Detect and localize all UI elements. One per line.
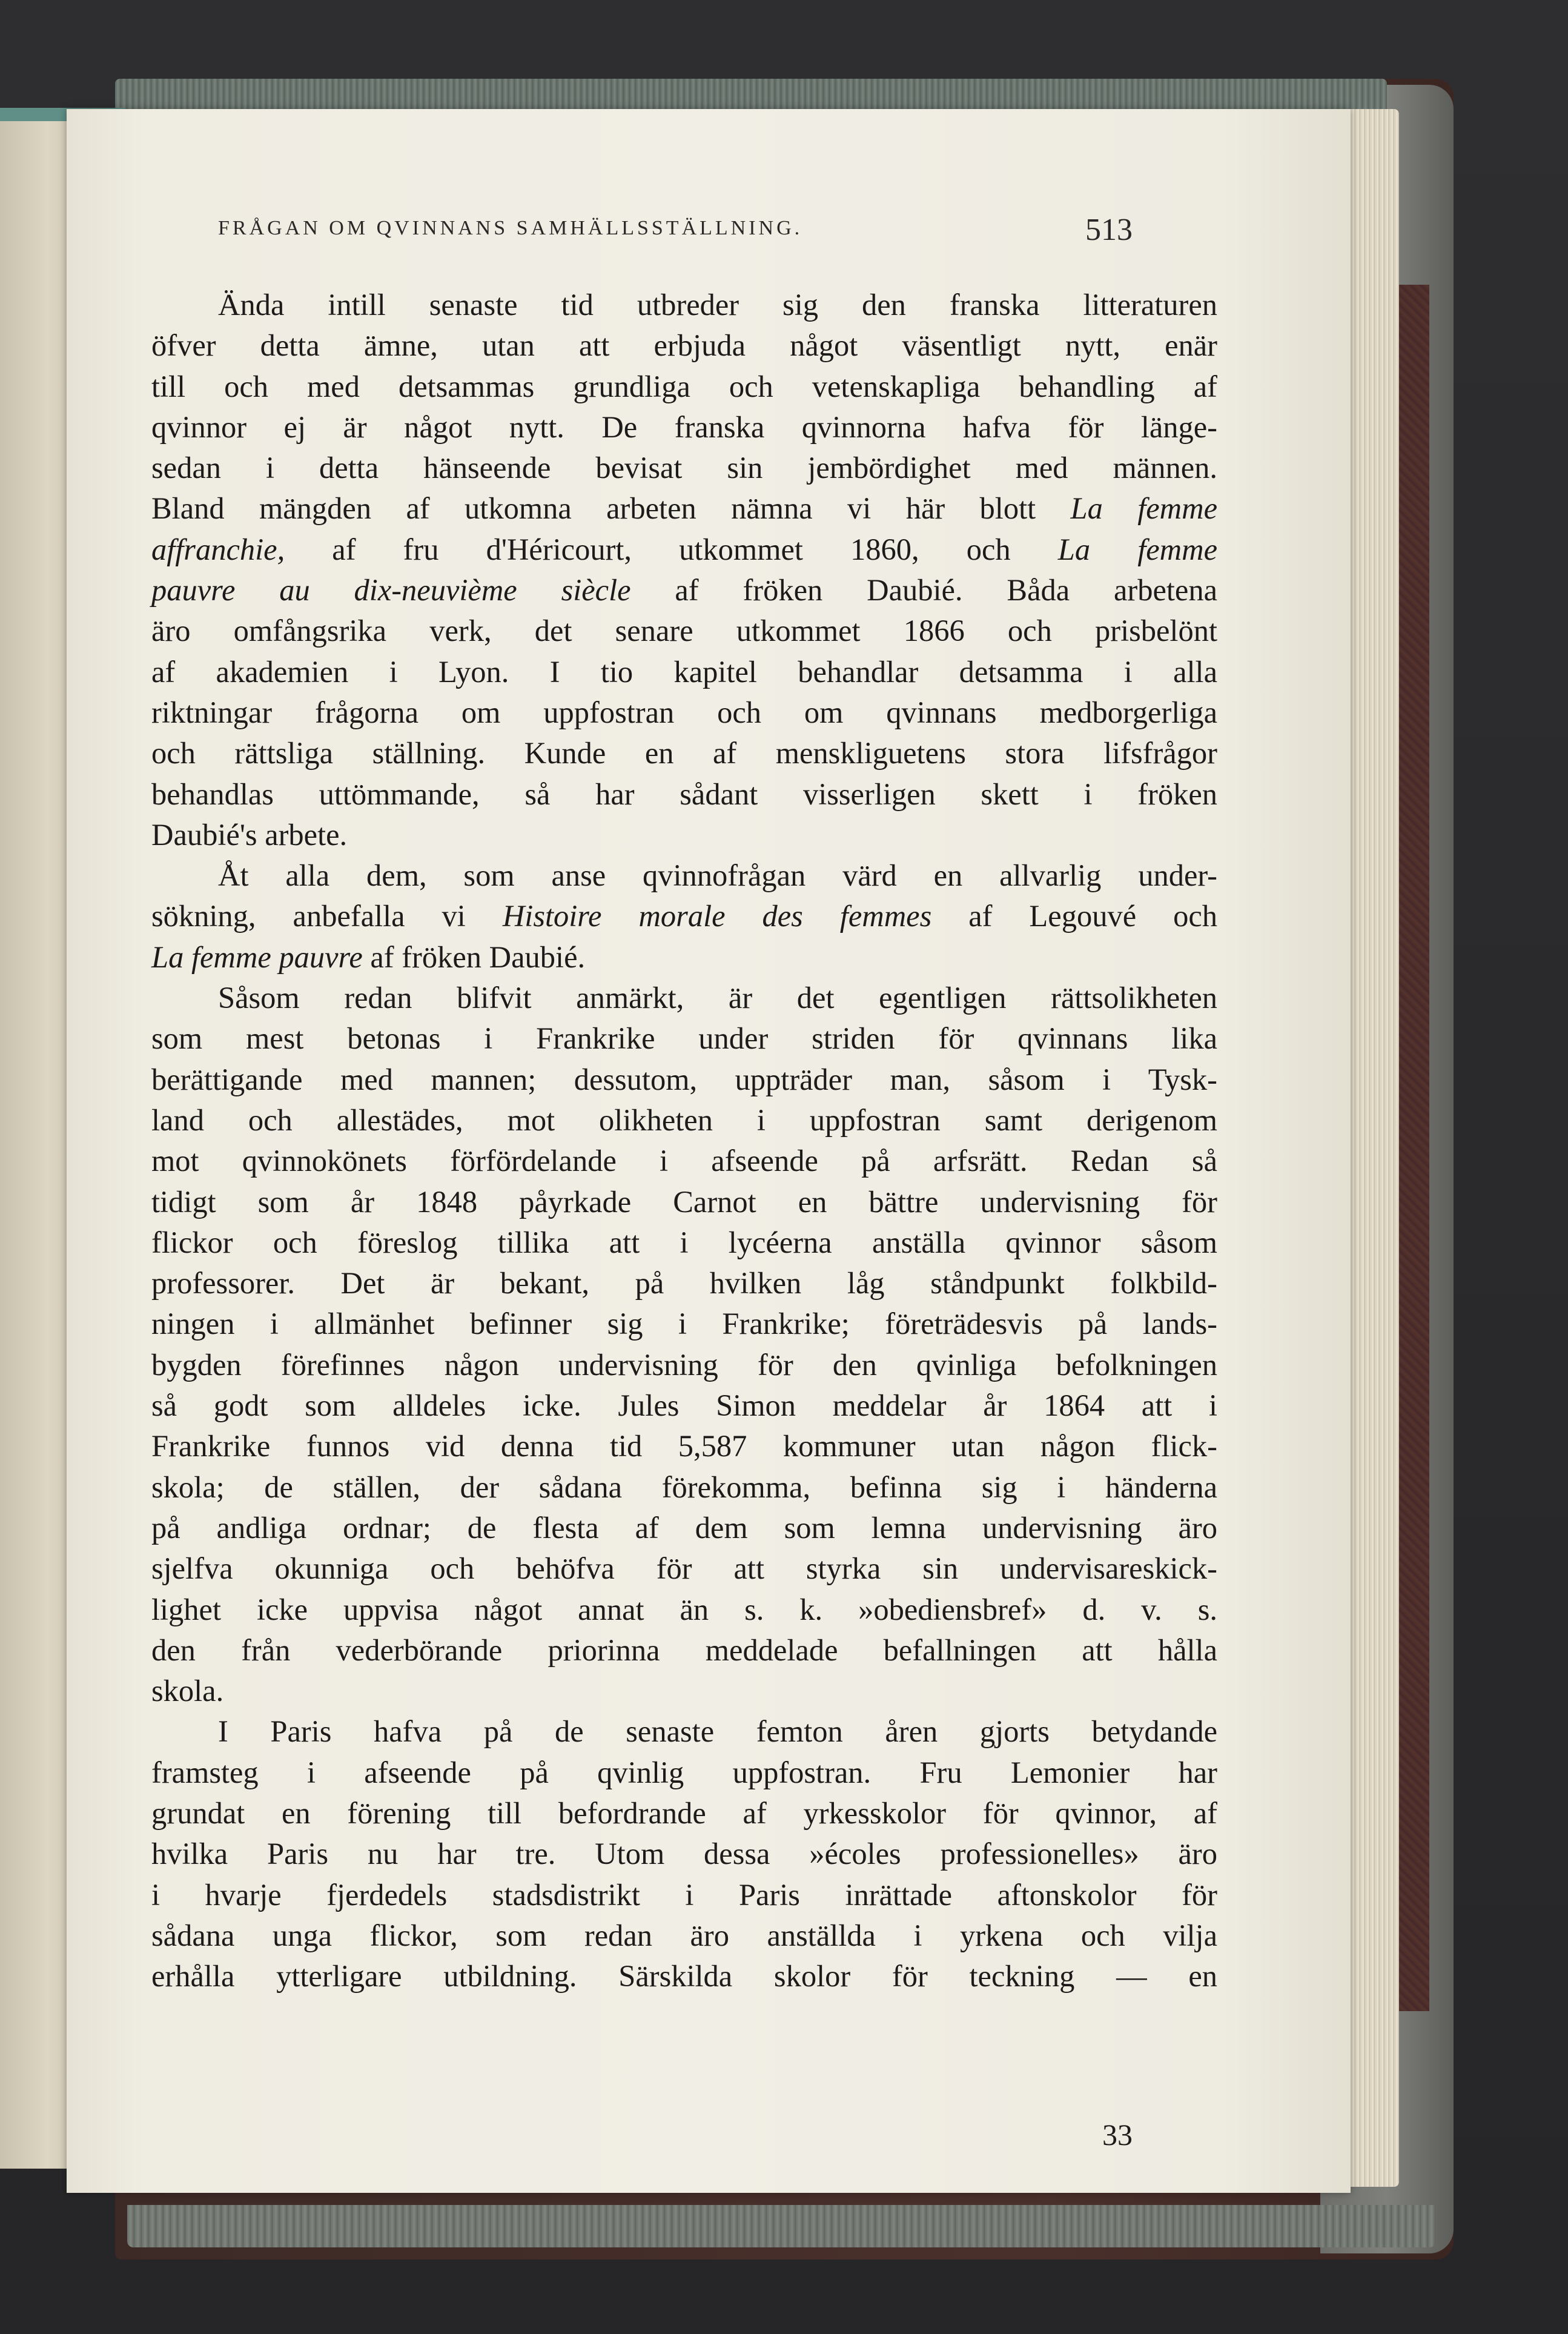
text-line: Såsom redan blifvit anmärkt, är det egentligen rättsolikheten — [218, 981, 1217, 1015]
text-line: pauvre au dix-neuvième siècle af fröken Daubié. Båda arbetena — [151, 573, 1218, 608]
text-line: sådana unga flickor, som redan äro anställda i yrkena och vilja — [151, 1918, 1217, 1952]
cover-bottom-edge — [127, 2205, 1435, 2247]
text-line: sökning, anbefalla vi Histoire morale des femmes af Legouvé och — [151, 899, 1218, 933]
page-number: 513 — [1085, 213, 1133, 247]
text-line: qvinnor ej är något nytt. De franska qvinnorna hafva för länge- — [151, 409, 1217, 444]
text-line: på andliga ordnar; de flesta af dem som lemna undervisning äro — [151, 1510, 1217, 1545]
text-line: professorer. Det är bekant, på hvilken låg ståndpunkt folkbild- — [151, 1266, 1217, 1301]
body-text — [151, 285, 1217, 1997]
text-line: så godt som alldeles icke. Jules Simon meddelar år 1864 att i — [151, 1388, 1217, 1423]
text-line: flickor och föreslog tillika att i lycéerna anställa qvinnor såsom — [151, 1225, 1217, 1259]
text-line: Bland mängden af utkomna arbeten nämna vi här blott La femme — [151, 491, 1217, 526]
text-line: lighet icke uppvisa något annat än s. k. »obediensbref» d. v. s. — [151, 1592, 1217, 1626]
text-line: framsteg i afseende på qvinlig uppfostran. Fru Lemonier har — [151, 1755, 1217, 1789]
text-line: hvilka Paris nu har tre. Utom dessa »écoles professionelles» äro — [151, 1837, 1217, 1871]
text-line: skola; de ställen, der sådana förekomma, befinna sig i händerna — [151, 1470, 1217, 1504]
text-line: öfver detta ämne, utan att erbjuda något väsentligt nytt, enär — [151, 328, 1217, 363]
text-line: af akademien i Lyon. I tio kapitel behandlar detsamma i alla — [151, 654, 1217, 689]
text-line: sjelfva okunniga och behöfva för att styrka sin undervisareskick- — [151, 1551, 1217, 1586]
text-line: skola. — [151, 1674, 224, 1708]
text-line: som mest betonas i Frankrike under striden för qvinnans lika — [151, 1021, 1217, 1056]
text-line: äro omfångsrika verk, det senare utkommet 1866 och prisbelönt — [151, 614, 1217, 648]
text-line: grundat en förening till befordrande af yrkesskolor för qvinnor, af — [151, 1795, 1217, 1830]
text-line: behandlas uttömmande, så har sådant visserligen skett i fröken — [151, 777, 1217, 811]
text-line: Ända intill senaste tid utbreder sig den franska litteraturen — [218, 288, 1217, 322]
text-line: land och allestädes, mot olikheten i uppfostran samt derigenom — [151, 1102, 1217, 1137]
text-line: berättigande med mannen; dessutom, uppträder man, såsom i Tysk- — [151, 1062, 1217, 1096]
text-line: Åt alla dem, som anse qvinnofrågan värd en allvarlig under- — [218, 858, 1217, 893]
text-line: den från vederbörande priorinna meddelade befallningen att hålla — [151, 1633, 1217, 1667]
text-line: riktningar frågorna om uppfostran och om qvinnans medborgerliga — [151, 695, 1217, 729]
text-line: sedan i detta hänseende bevisat sin jembördighet med männen. — [151, 451, 1217, 485]
signature-mark: 33 — [1102, 2118, 1133, 2152]
text-line: affranchie, af fru d'Héricourt, utkommet 1860, och La femme — [151, 532, 1217, 566]
running-head: FRÅGAN OM QVINNANS SAMHÄLLSSTÄLLNING. — [218, 217, 803, 239]
text-line: ningen i allmänhet befinner sig i Frankrike; företrädesvis på lands- — [151, 1307, 1217, 1341]
text-line: I Paris hafva på de senaste femton åren gjorts betydande — [218, 1714, 1217, 1749]
text-line: Frankrike funnos vid denna tid 5,587 kommuner utan någon flick- — [151, 1429, 1217, 1464]
text-line: bygden förefinnes någon undervisning för den qvinliga befolkningen — [151, 1347, 1217, 1382]
text-line: mot qvinnokönets förfördelande i afseende på arfsrätt. Redan så — [151, 1144, 1217, 1178]
printed-page — [67, 109, 1351, 2193]
text-line: tidigt som år 1848 påyrkade Carnot en bättre undervisning för — [151, 1184, 1217, 1219]
text-line: Daubié's arbete. — [151, 817, 348, 852]
text-line: och rättsliga ställning. Kunde en af menskliguetens stora lifsfrågor — [151, 736, 1217, 771]
text-line: erhålla ytterligare utbildning. Särskilda skolor för teckning — en — [151, 1959, 1217, 1994]
text-line: La femme pauvre af fröken Daubié. — [151, 940, 586, 974]
text-line: i hvarje fjerdedels stadsdistrikt i Paris inrättade aftonskolor för — [151, 1877, 1217, 1912]
text-line: till och med detsammas grundliga och vetenskapliga behandling af — [151, 369, 1217, 403]
